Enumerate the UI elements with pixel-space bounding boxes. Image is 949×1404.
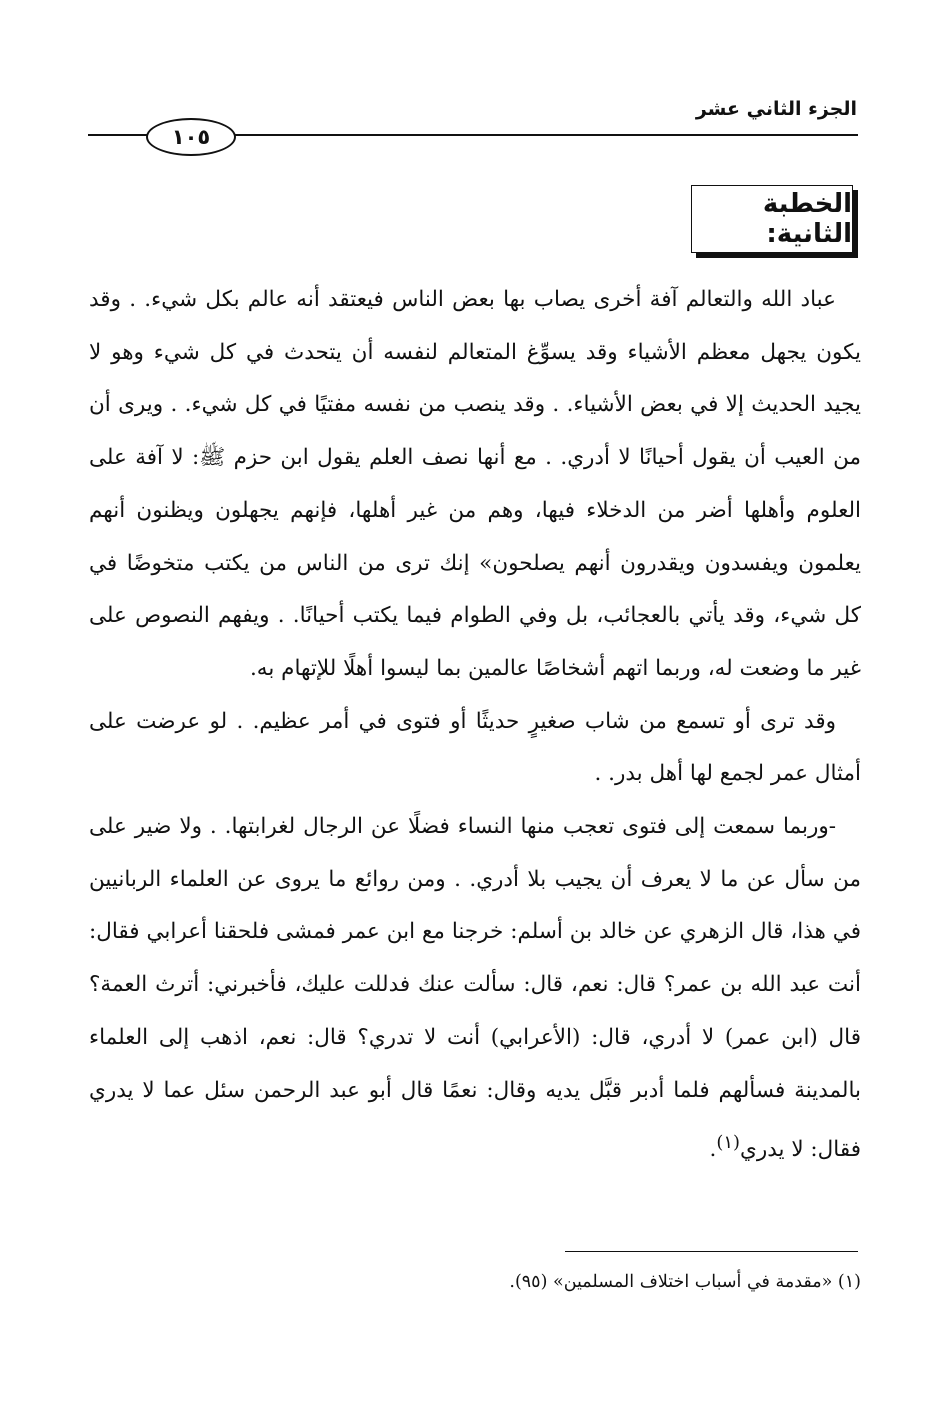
- paragraph: [89, 801, 861, 1177]
- footnote: (١) «مقدمة في أسباب اختلاف المسلمين» (٩٥).: [509, 1272, 861, 1292]
- paragraph-text: -وربما سمعت إلى فتوى تعجب منها النساء فضلًا عن الرجال لغرابتها. . ولا ضير على من سأل عن ما لا يعرف أن يجيب بلا أدري. . ومن روائع ما يروى عن العلماء الربانيين في هذا، قال الزهري عن خالد بن أسلم: خرجنا مع ابن عمر فمشى فلحقنا أعرابي فقال: أنت عبد الله بن عمر؟ قال: نعم، قال: سألت عنك فدللت عليك، فأخبرني: أترث العمة؟ قال (ابن عمر) لا أدري، قال: (الأعرابي) أنت لا تدري؟ قال: نعم، اذهب إلى العلماء بالمدينة فسألهم فلما أدبر قبَّل يديه وقال: نعمًا قال أبو عبد الرحمن سئل عما لا يدري فقال: لا يدري: [89, 814, 861, 1163]
- running-header: الجزء الثاني عشر: [695, 98, 857, 120]
- paragraph: عباد الله والتعالم آفة أخرى يصاب بها بعض الناس فيعتقد أنه عالم بكل شيء. . وقد يكون يجهل معظم الأشياء وقد يسوِّغ المتعالم لنفسه أن يتحدث في كل شيء وهو لا يجيد الحديث إلا في بعض الأشياء. . وقد ينصب من نفسه مفتيًا في كل شيء. . ويرى أن من العيب أن يقول أحيانًا لا أدري. . مع أنها نصف العلم يقول ابن حزم ﷺ: لا آفة على العلوم وأهلها أضر من الدخلاء فيها، وهم من غير أهلها، فإنهم يجهلون ويظنون أنهم يعلمون ويفسدون ويقدرون أنهم يصلحون» إنك ترى من الناس من يكتب متخوضًا في كل شيء، وقد يأتي بالعجائب، بل وفي الطوام فيما يكتب أحيانًا. . ويفهم النصوص على غير ما وضعت له، وربما اتهم أشخاصًا عالمين بما ليسوا أهلًا للإتهام به.: [89, 287, 861, 681]
- page-number: ١٠٥: [146, 118, 236, 156]
- section-heading: الخطبة الثانية:: [691, 185, 853, 253]
- paragraph: وقد ترى أو تسمع من شاب صغيرٍ حديثًا أو فتوى في أمر عظيم. . لو عرضت على أمثال عمر لجمع لها أهل بدر. .: [89, 708, 861, 787]
- body-text: [89, 274, 861, 1177]
- final-period: .: [709, 1137, 717, 1163]
- footnote-rule: [565, 1251, 858, 1252]
- footnote-marker[interactable]: (١): [716, 1132, 741, 1154]
